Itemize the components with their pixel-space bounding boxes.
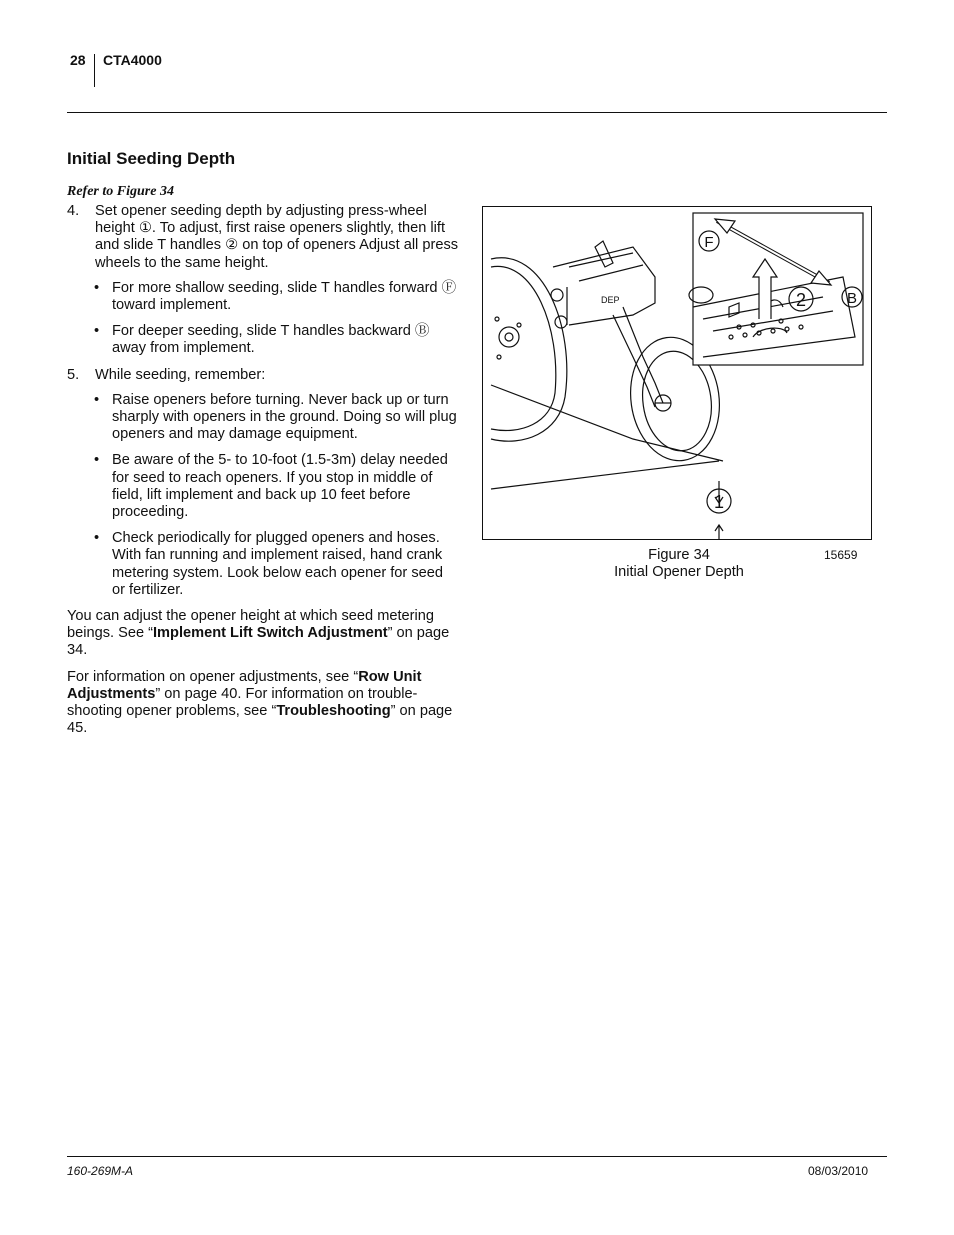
callout-1-marker: ① — [138, 220, 152, 237]
section-title: Initial Seeding Depth — [67, 149, 236, 168]
page-number: 28 — [70, 52, 86, 68]
header-divider — [94, 54, 95, 87]
step-text: on top of openers Adjust all press wheels to the same height. — [95, 237, 459, 271]
bullet-icon: • — [94, 323, 100, 340]
figure-caption-number: Figure 34 — [648, 547, 710, 563]
step-4 — [67, 203, 459, 272]
bullet-text: Raise openers before turning. Never back up or turn sharply with openers in the ground. Doing so will plug openers and may damage equipment. — [112, 391, 457, 443]
callout-b-marker: Ⓑ — [414, 323, 430, 340]
step-text: While seeding, remember: — [95, 366, 266, 383]
bullet-text: toward implement. — [112, 297, 232, 314]
callout-2-label: 2 — [795, 290, 807, 310]
step-text: Set opener seeding depth by adjusting press-wheel height — [95, 203, 427, 237]
list-item — [67, 323, 459, 357]
bullet-icon: • — [94, 279, 100, 296]
bullet-text: away from implement. — [112, 340, 255, 357]
callout-f-marker: Ⓕ — [441, 279, 457, 296]
footer-rule — [67, 1156, 887, 1157]
bullet-icon: • — [94, 452, 100, 469]
svg-text:DEP: DEP — [601, 295, 620, 305]
step-text: . To adjust, first raise openers slightly, then lift and slide T handles — [95, 220, 446, 254]
callout-2-marker: ② — [225, 237, 239, 254]
footer-doc-number: 160-269M-A — [67, 1164, 134, 1178]
paragraph: For information on opener adjustments, see “Row Unit Adjustments” on page 40. For information on trouble-shooting opener problems, see “Troubleshooting” on page 45. — [67, 668, 453, 737]
figure-id: 15659 — [824, 548, 858, 562]
bullet-text: For more shallow seeding, slide T handles forward — [112, 279, 442, 296]
list-item — [67, 530, 459, 599]
bullet-text: Be aware of the 5- to 10-foot (1.5-3m) delay needed for seed to reach openers. If you stop in middle of field, lift implement and back up 10 feet before proceeding. — [112, 452, 448, 521]
figure-frame — [482, 206, 872, 540]
step-number: 5. — [67, 366, 80, 383]
document-title: CTA4000 — [103, 52, 162, 68]
footer-date: 08/03/2010 — [808, 1164, 869, 1178]
cross-reference: Row Unit Adjustments — [67, 668, 422, 702]
paragraph: You can adjust the opener height at which seed metering beings. See “Implement Lift Switch Adjustment” on page 34. — [67, 608, 450, 659]
list-item — [67, 392, 459, 444]
callout-b-label: B — [846, 290, 858, 307]
figure-reference: Refer to Figure 34 — [67, 184, 174, 199]
list-item — [67, 280, 459, 314]
cross-reference: Troubleshooting — [276, 703, 391, 720]
list-item — [67, 452, 459, 521]
header-rule — [67, 112, 887, 113]
step-5 — [67, 367, 459, 384]
bullet-icon: • — [94, 530, 100, 547]
opener-illustration — [483, 207, 871, 539]
bullet-text: Check periodically for plugged openers and hoses. With fan running and implement raised, hand crank metering system. Look below each opener for seed or fertilizer. — [112, 530, 443, 598]
step-number: 4. — [67, 203, 80, 219]
body-text — [67, 203, 459, 746]
callout-1-label: 1 — [713, 492, 725, 512]
figure-caption-title: Initial Opener Depth — [614, 564, 744, 580]
callout-f-label: F — [704, 234, 714, 251]
bullet-text: For deeper seeding, slide T handles backward — [112, 323, 415, 340]
cross-reference: Implement Lift Switch Adjustment — [153, 625, 388, 642]
bullet-icon: • — [94, 391, 100, 408]
